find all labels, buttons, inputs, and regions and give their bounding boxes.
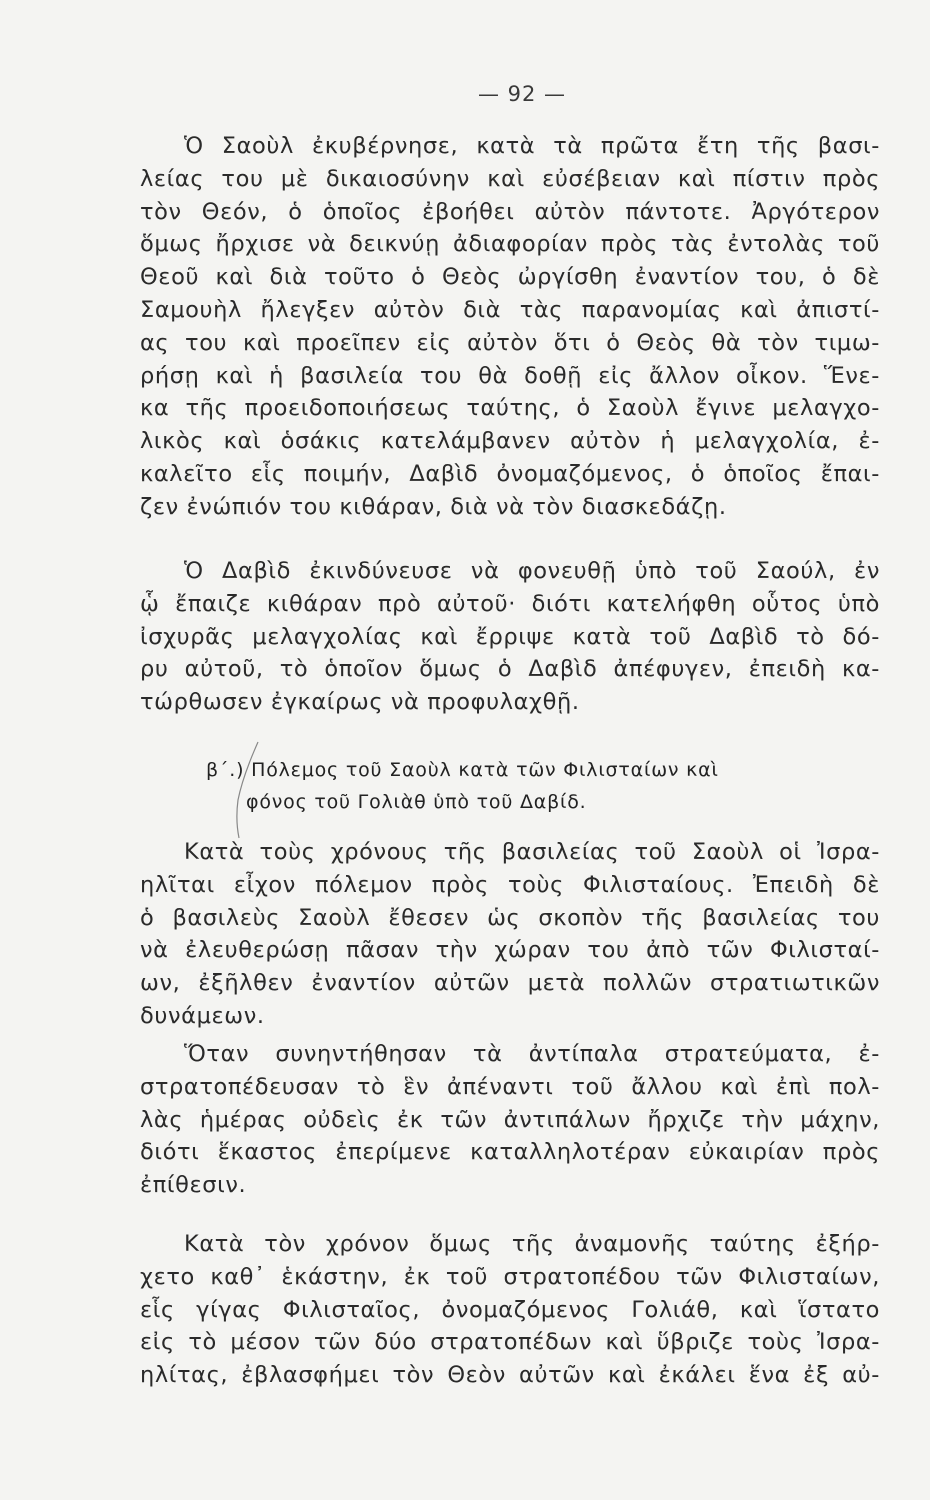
text-line: ρυ αὐτοῦ, τὸ ὁποῖον ὅμως ὁ Δαβὶδ ἀπέφυγεν, ἐπειδὴ κα-: [140, 656, 880, 683]
paragraph-david-danger: [140, 555, 880, 719]
paragraph-armies-meet: [140, 1038, 880, 1202]
text-line: ων, ἐξῆλθεν ἐναντίον αὐτῶν μετὰ πολλῶν στρατιωτικῶν: [140, 970, 880, 997]
text-line: ἰσχυρᾶς μελαγχολίας καὶ ἔρριψε κατὰ τοῦ Δαβὶδ τὸ δό-: [140, 623, 880, 650]
text-line: ὅμως ἤρχισε νὰ δεικνύῃ ἀδιαφορίαν πρὸς τὰς ἐντολὰς τοῦ: [140, 231, 880, 258]
text-line: τώρθωσεν ἐγκαίρως νὰ προφυλαχθῇ.: [140, 689, 580, 716]
text-line: Κατὰ τοὺς χρόνους τῆς βασιλείας τοῦ Σαοὺλ οἱ Ἰσρα-: [184, 839, 880, 865]
text-line: Κατὰ τὸν χρόνον ὅμως τῆς ἀναμονῆς ταύτης ἐξήρ-: [184, 1231, 880, 1257]
text-line: ηλίτας, ἐβλασφήμει τὸν Θεὸν αὐτῶν καὶ ἐκάλει ἕνα ἐξ αὐ-: [140, 1362, 880, 1389]
text-line: κα τῆς προειδοποιήσεως ταύτης, ὁ Σαοὺλ ἔγινε μελαγχο-: [140, 395, 880, 422]
paragraph-saul-reign: [140, 130, 880, 524]
text-line: εἰς τὸ μέσον τῶν δύο στρατοπέδων καὶ ὕβριζε τοὺς Ἰσρα-: [140, 1329, 880, 1356]
text-line: στρατοπέδευσαν τὸ ἓν ἀπέναντι τοῦ ἄλλου καὶ ἐπὶ πολ-: [140, 1073, 880, 1100]
text-line: Θεοῦ καὶ διὰ τοῦτο ὁ Θεὸς ὠργίσθη ἐναντίον του, ὁ δὲ: [140, 264, 880, 291]
text-line: διότι ἕκαστος ἐπερίμενε καταλληλοτέραν εὐκαιρίαν πρὸς: [140, 1139, 880, 1166]
text-line: χετο καθ᾽ ἑκάστην, ἐκ τοῦ στρατοπέδου τῶν Φιλισταίων,: [140, 1263, 880, 1290]
text-line: ζεν ἐνώπιόν του κιθάραν, διὰ νὰ τὸν διασκεδάζῃ.: [140, 493, 727, 520]
text-line: ας του καὶ προεῖπεν εἰς αὐτὸν ὅτι ὁ Θεὸς θὰ τὸν τιμω-: [140, 329, 880, 356]
text-line: εἷς γίγας Φιλισταῖος, ὀνομαζόμενος Γολιάθ, καὶ ἵστατο: [140, 1296, 880, 1323]
paragraph-goliath: [140, 1228, 880, 1392]
paragraph-war-philistines: [140, 836, 880, 1033]
text-line: δυνάμεων.: [140, 1002, 265, 1029]
text-line: ρήσῃ καὶ ἡ βασιλεία του θὰ δοθῇ εἰς ἄλλον οἶκον. Ἕνε-: [140, 362, 880, 389]
text-line: τὸν Θεόν, ὁ ὁποῖος ἐβοήθει αὐτὸν πάντοτε. Ἀργότερον: [140, 198, 880, 225]
text-line: Ὅταν συνηντήθησαν τὰ ἀντίπαλα στρατεύματα, ἐ-: [184, 1041, 880, 1067]
section-heading-line: β΄.) Πόλεμος τοῦ Σαοὺλ κατὰ τῶν Φιλισταίων καὶ: [206, 759, 719, 781]
text-line: ᾧ ἔπαιζε κιθάραν πρὸ αὐτοῦ· διότι κατελήφθη οὗτος ὑπὸ: [140, 590, 880, 617]
text-line: λικὸς καὶ ὁσάκις κατελάμβανεν αὐτὸν ἡ μελαγχολία, ἐ-: [140, 428, 880, 455]
text-line: ὁ βασιλεὺς Σαοὺλ ἔθεσεν ὡς σκοπὸν τῆς βασιλείας του: [140, 904, 880, 931]
text-line: καλεῖτο εἷς ποιμήν, Δαβὶδ ὀνομαζόμενος, ὁ ὁποῖος ἔπαι-: [140, 460, 880, 487]
section-heading-line: φόνος τοῦ Γολιὰθ ὑπὸ τοῦ Δαβίδ.: [246, 791, 587, 813]
section-heading: [206, 754, 826, 818]
text-line: λείας του μὲ δικαιοσύνην καὶ εὐσέβειαν καὶ πίστιν πρὸς: [140, 165, 880, 192]
page-number: — 92 —: [477, 82, 567, 106]
text-line: λὰς ἡμέρας οὐδεὶς ἐκ τῶν ἀντιπάλων ἤρχιζε τὴν μάχην,: [140, 1106, 880, 1133]
text-line: νὰ ἐλευθερώσῃ πᾶσαν τὴν χώραν του ἀπὸ τῶν Φιλισταί-: [140, 937, 880, 964]
text-line: Ὁ Δαβὶδ ἐκινδύνευσε νὰ φονευθῇ ὑπὸ τοῦ Σαούλ, ἐν: [184, 558, 880, 584]
text-line: ηλῖται εἶχον πόλεμον πρὸς τοὺς Φιλισταίους. Ἐπειδὴ δὲ: [140, 871, 880, 898]
text-line: Σαμουὴλ ἤλεγξεν αὐτὸν διὰ τὰς παρανομίας καὶ ἀπιστί-: [140, 296, 880, 323]
text-line: ἐπίθεσιν.: [140, 1172, 247, 1199]
text-line: Ὁ Σαοὺλ ἐκυβέρνησε, κατὰ τὰ πρῶτα ἔτη τῆς βασι-: [184, 133, 880, 159]
